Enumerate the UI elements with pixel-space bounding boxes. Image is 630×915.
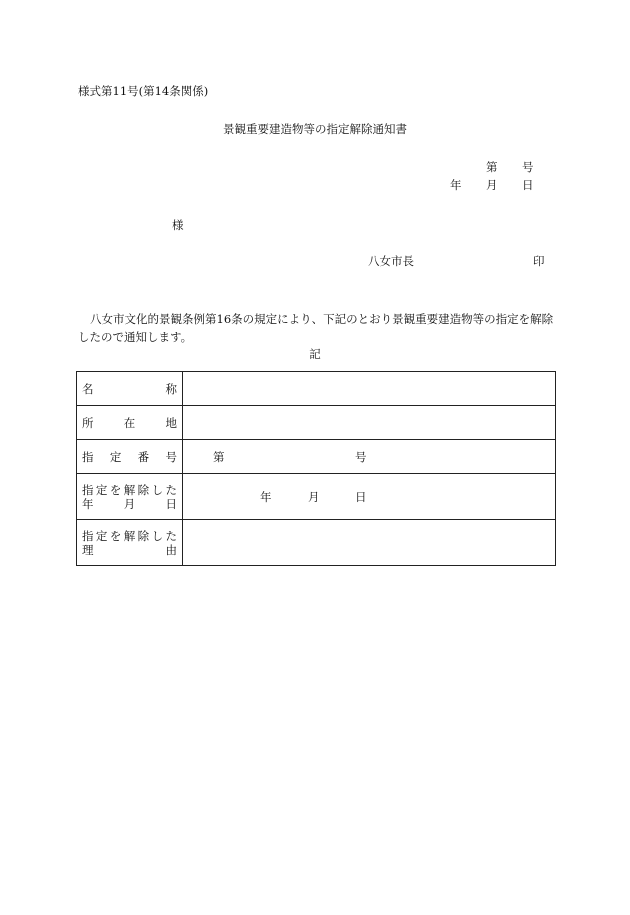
value-name [183,372,556,406]
label-cancel-reason-line2: 理由 [82,542,177,557]
designation-number-go: 号 [355,449,367,464]
label-cancel-date-line1: 指定を解除した [82,482,177,497]
issue-date-month: 月 [486,178,498,192]
table-row-name [77,372,556,406]
value-cancel-date [183,474,556,520]
label-cancel-reason [77,520,183,566]
document-title: 景観重要建造物等の指定解除通知書 [223,122,407,136]
seal-mark: 印 [533,254,545,268]
issue-date-year: 年 [450,178,462,192]
designation-number-dai: 第 [213,449,225,464]
label-cancel-date-line2: 年月日 [82,496,177,511]
recipient-honorific: 様 [172,218,184,232]
cancel-date-month: 月 [308,489,320,504]
issuer-name: 八女市長 [368,254,414,268]
value-location [183,406,556,440]
details-table [76,371,556,566]
value-cancel-reason [183,520,556,566]
document-number-go: 号 [522,160,534,174]
document-number-dai: 第 [486,160,498,174]
table-row-cancel-date [77,474,556,520]
label-location: 所在地 [77,406,183,440]
label-cancel-reason-line1: 指定を解除した [82,528,177,543]
label-cancel-date [77,474,183,520]
label-designation-number: 指定番号 [77,440,183,474]
form-number: 様式第11号(第14条関係) [78,84,209,98]
value-designation-number [183,440,556,474]
table-row-designation-number [77,440,556,474]
label-name: 名称 [77,372,183,406]
ki-heading: 記 [309,347,321,361]
table-row-cancel-reason [77,520,556,566]
table-row-location [77,406,556,440]
cancel-date-year: 年 [260,489,272,504]
issue-date-day: 日 [522,178,534,192]
notice-body-text: 八女市文化的景観条例第16条の規定により、下記のとおり景観重要建造物等の指定を解除したので通知します。 [78,312,554,344]
cancel-date-day: 日 [355,489,367,504]
